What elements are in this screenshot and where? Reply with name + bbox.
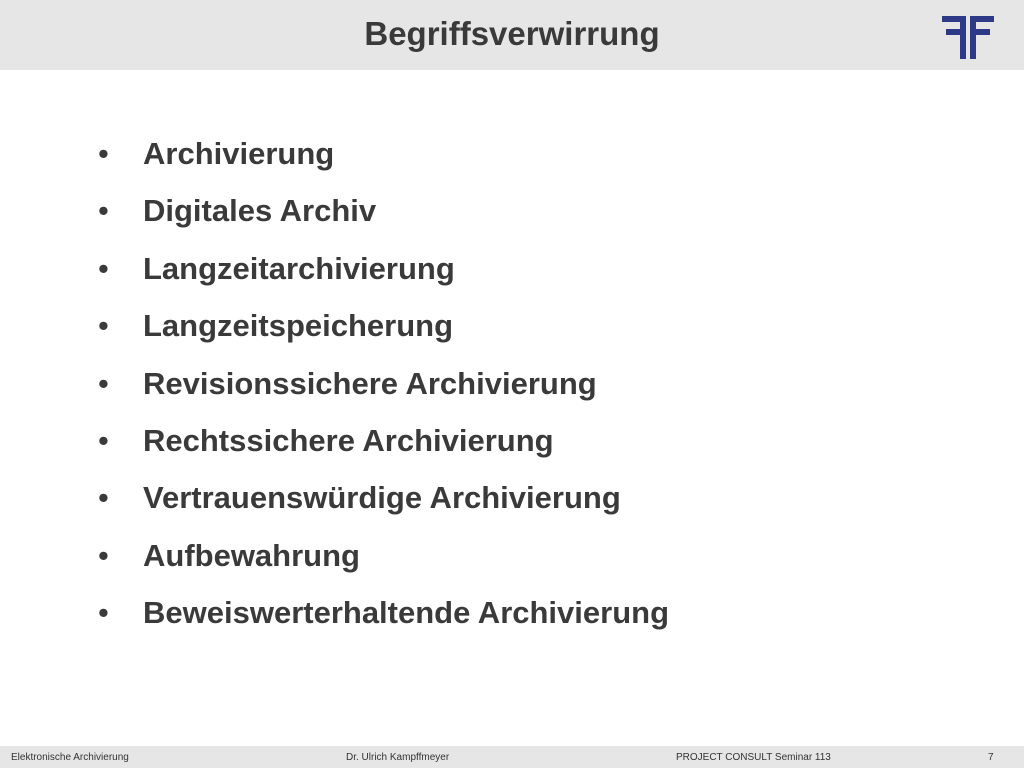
project-consult-logo-icon xyxy=(942,13,994,59)
list-item-text: Archivierung xyxy=(143,136,335,171)
list-item-text: Langzeitarchivierung xyxy=(143,250,455,286)
slide-footer xyxy=(0,746,1024,768)
list-item-text: Revisionssichere Archivierung xyxy=(143,365,597,401)
bullet-marker: • xyxy=(98,480,109,516)
footer-course-title: Elektronische Archivierung xyxy=(11,752,129,763)
list-item-text: Vertrauenswürdige Archivierung xyxy=(143,480,621,516)
footer-author: Dr. Ulrich Kampffmeyer xyxy=(346,752,450,763)
bullet-marker: • xyxy=(98,537,109,573)
bullet-marker: • xyxy=(98,365,109,401)
bullet-marker: • xyxy=(98,422,109,458)
list-item-text: Rechtssichere Archivierung xyxy=(143,422,554,458)
list-item-text: Beweiswerterhaltende Archivierung xyxy=(143,595,670,631)
bullet-marker: • xyxy=(98,193,109,229)
footer-seminar: PROJECT CONSULT Seminar 113 xyxy=(676,752,831,763)
list-item-text: Aufbewahrung xyxy=(143,537,360,573)
bullet-marker: • xyxy=(98,595,109,631)
slide-title: Begriffsverwirrung xyxy=(364,15,660,52)
slide-header xyxy=(0,0,1024,70)
list-item-text: Digitales Archiv xyxy=(143,193,377,229)
bullet-marker: • xyxy=(98,308,109,344)
list-item-text: Langzeitspeicherung xyxy=(143,308,454,344)
page-number: 7 xyxy=(988,752,994,763)
bullet-marker: • xyxy=(98,250,109,286)
bullet-marker: • xyxy=(98,136,109,171)
